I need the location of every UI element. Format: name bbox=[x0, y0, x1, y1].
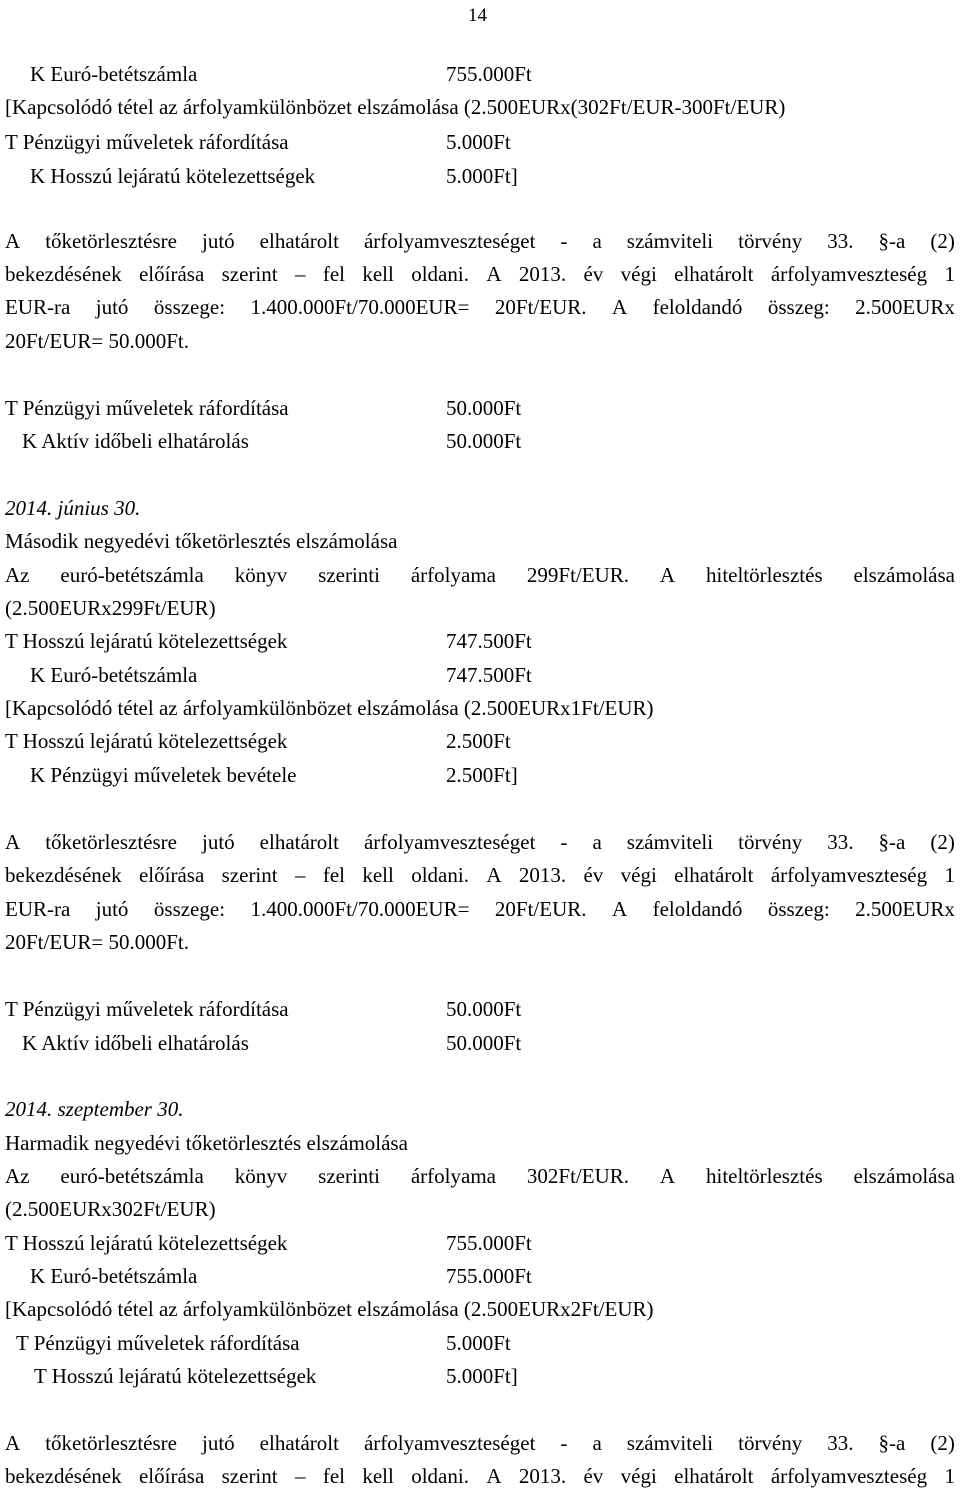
word: A bbox=[5, 229, 21, 253]
text-line: K Euró-betétszámla bbox=[30, 1264, 198, 1288]
word: a bbox=[592, 1431, 602, 1455]
word: bekezdésének bbox=[5, 1464, 122, 1488]
word: elszámolása bbox=[853, 563, 955, 587]
justified-text-line bbox=[5, 262, 955, 286]
word: bekezdésének bbox=[5, 863, 122, 887]
word: kell bbox=[362, 262, 394, 286]
justified-text-line bbox=[5, 1464, 955, 1488]
text-line: Második negyedévi tőketörlesztés elszámolása bbox=[5, 529, 398, 553]
word: feloldandó bbox=[652, 295, 743, 319]
text-line: 20Ft/EUR= 50.000Ft. bbox=[5, 329, 189, 353]
text-line: 20Ft/EUR= 50.000Ft. bbox=[5, 930, 189, 954]
word: A bbox=[659, 563, 676, 587]
word: fel bbox=[322, 262, 345, 286]
word: – bbox=[294, 262, 306, 286]
word: 33. bbox=[827, 1431, 854, 1455]
word: oldani. bbox=[411, 262, 469, 286]
word: árfolyama bbox=[410, 563, 496, 587]
text-line: 2.500Ft bbox=[446, 729, 511, 753]
word: szerint bbox=[221, 1464, 278, 1488]
word: elhatárolt bbox=[674, 262, 754, 286]
text-line: K Aktív időbeli elhatárolás bbox=[22, 429, 249, 453]
word: törvény bbox=[738, 229, 803, 253]
text-line: 5.000Ft] bbox=[446, 164, 518, 188]
word: könyv bbox=[234, 1164, 288, 1188]
word: év bbox=[583, 262, 604, 286]
word: kell bbox=[362, 863, 394, 887]
word: számviteli bbox=[626, 229, 714, 253]
word: - bbox=[560, 830, 568, 854]
word: elhatárolt bbox=[674, 1464, 754, 1488]
word: kell bbox=[362, 1464, 394, 1488]
word: – bbox=[294, 863, 306, 887]
word: 2.500EURx bbox=[855, 295, 955, 319]
text-line: K Hosszú lejáratú kötelezettségek bbox=[30, 164, 316, 188]
word: a bbox=[592, 830, 602, 854]
word: 2.500EURx bbox=[855, 897, 955, 921]
justified-text-line bbox=[5, 229, 955, 253]
text-line: [Kapcsolódó tétel az árfolyamkülönbözet elszámolása (2.500EURx1Ft/EUR) bbox=[5, 696, 654, 720]
text-line: 50.000Ft bbox=[446, 997, 522, 1021]
word: előírása bbox=[138, 262, 205, 286]
text-line: 2.500Ft] bbox=[446, 763, 518, 787]
text-line: 755.000Ft bbox=[446, 1264, 532, 1288]
text-line: K Euró-betétszámla bbox=[30, 62, 198, 86]
text-line: 747.500Ft bbox=[446, 629, 532, 653]
word: elhatárolt bbox=[674, 863, 754, 887]
justified-text-line bbox=[5, 295, 955, 319]
word: 2013. bbox=[518, 863, 567, 887]
word: elhatárolt bbox=[259, 1431, 339, 1455]
text-line: 50.000Ft bbox=[446, 1031, 522, 1055]
text-line: T Hosszú lejáratú kötelezettségek bbox=[5, 629, 288, 653]
word: bekezdésének bbox=[5, 262, 122, 286]
word: 20Ft/EUR. bbox=[494, 295, 587, 319]
justified-text-line bbox=[5, 863, 955, 887]
word: jutó bbox=[201, 1431, 235, 1455]
text-line: 50.000Ft bbox=[446, 429, 522, 453]
word: év bbox=[583, 1464, 604, 1488]
word: elhatárolt bbox=[259, 229, 339, 253]
word: – bbox=[294, 1464, 306, 1488]
word: összeg: bbox=[767, 897, 830, 921]
word: 20Ft/EUR. bbox=[494, 897, 587, 921]
word: (2) bbox=[930, 830, 955, 854]
text-line: T Pénzügyi műveletek ráfordítása bbox=[16, 1331, 300, 1355]
word: jutó bbox=[201, 229, 235, 253]
word: összege: bbox=[153, 897, 226, 921]
word: A bbox=[486, 1464, 502, 1488]
word: tőketörlesztésre bbox=[45, 229, 177, 253]
word: szerint bbox=[221, 863, 278, 887]
justified-text-line bbox=[5, 897, 955, 921]
word: 299Ft/EUR. bbox=[526, 563, 629, 587]
word: A bbox=[611, 897, 628, 921]
word: a bbox=[592, 229, 602, 253]
text-line: 747.500Ft bbox=[446, 663, 532, 687]
text-line: 5.000Ft bbox=[446, 1331, 511, 1355]
word: árfolyamveszteséget bbox=[363, 830, 536, 854]
word: A bbox=[5, 1431, 21, 1455]
word: jutó bbox=[95, 897, 129, 921]
text-line: T Hosszú lejáratú kötelezettségek bbox=[34, 1364, 317, 1388]
word: árfolyama bbox=[410, 1164, 496, 1188]
word: 33. bbox=[827, 830, 854, 854]
word: 1.400.000Ft/70.000EUR= bbox=[250, 295, 470, 319]
word: könyv bbox=[234, 563, 288, 587]
word: euró-betétszámla bbox=[60, 1164, 204, 1188]
word: euró-betétszámla bbox=[60, 563, 204, 587]
justified-text-line bbox=[5, 563, 955, 587]
word: árfolyamveszteséget bbox=[363, 229, 536, 253]
word: árfolyamveszteséget bbox=[363, 1431, 536, 1455]
word: árfolyamveszteség bbox=[770, 1464, 928, 1488]
word: Az bbox=[5, 563, 30, 587]
word: EUR-ra bbox=[5, 897, 71, 921]
word: számviteli bbox=[626, 830, 714, 854]
word: §-a bbox=[878, 229, 906, 253]
word: 1 bbox=[944, 863, 955, 887]
word: előírása bbox=[138, 863, 205, 887]
word: §-a bbox=[878, 1431, 906, 1455]
word: fel bbox=[322, 1464, 345, 1488]
word: tőketörlesztésre bbox=[45, 830, 177, 854]
word: árfolyamveszteség bbox=[770, 262, 928, 286]
text-line: K Pénzügyi műveletek bevétele bbox=[30, 763, 297, 787]
word: (2) bbox=[930, 1431, 955, 1455]
word: jutó bbox=[201, 830, 235, 854]
word: §-a bbox=[878, 830, 906, 854]
word: EUR-ra bbox=[5, 295, 71, 319]
word: év bbox=[583, 863, 604, 887]
word: 302Ft/EUR. bbox=[526, 1164, 629, 1188]
word: szerinti bbox=[318, 1164, 380, 1188]
text-line: T Pénzügyi műveletek ráfordítása bbox=[5, 130, 289, 154]
word: A bbox=[611, 295, 628, 319]
word: A bbox=[486, 262, 502, 286]
text-line: 5.000Ft] bbox=[446, 1364, 518, 1388]
text-line: T Hosszú lejáratú kötelezettségek bbox=[5, 729, 288, 753]
word: törvény bbox=[738, 830, 803, 854]
justified-text-line bbox=[5, 830, 955, 854]
word: A bbox=[5, 830, 21, 854]
word: árfolyamveszteség bbox=[770, 863, 928, 887]
justified-text-line bbox=[5, 1164, 955, 1188]
word: oldani. bbox=[411, 863, 469, 887]
text-line: (2.500EURx299Ft/EUR) bbox=[5, 596, 216, 620]
word: elhatárolt bbox=[259, 830, 339, 854]
justified-text-line bbox=[5, 1431, 955, 1455]
word: szerint bbox=[221, 262, 278, 286]
word: számviteli bbox=[626, 1431, 714, 1455]
word: jutó bbox=[95, 295, 129, 319]
word: fel bbox=[322, 863, 345, 887]
word: hiteltörlesztés bbox=[705, 1164, 823, 1188]
text-line: T Hosszú lejáratú kötelezettségek bbox=[5, 1231, 288, 1255]
text-line: [Kapcsolódó tétel az árfolyamkülönbözet elszámolása (2.500EURx(302Ft/EUR-300Ft/EUR) bbox=[5, 95, 786, 119]
text-line: 5.000Ft bbox=[446, 130, 511, 154]
text-line: 755.000Ft bbox=[446, 1231, 532, 1255]
word: törvény bbox=[738, 1431, 803, 1455]
word: 33. bbox=[827, 229, 854, 253]
word: elszámolása bbox=[853, 1164, 955, 1188]
word: tőketörlesztésre bbox=[45, 1431, 177, 1455]
text-line: 50.000Ft bbox=[446, 396, 522, 420]
word: (2) bbox=[930, 229, 955, 253]
word: szerinti bbox=[318, 563, 380, 587]
word: - bbox=[560, 229, 568, 253]
word: 1 bbox=[944, 262, 955, 286]
text-line: (2.500EURx302Ft/EUR) bbox=[5, 1197, 216, 1221]
word: 2013. bbox=[518, 1464, 567, 1488]
word: oldani. bbox=[411, 1464, 469, 1488]
word: végi bbox=[620, 863, 657, 887]
word: hiteltörlesztés bbox=[705, 563, 823, 587]
word: összeg: bbox=[767, 295, 830, 319]
text-line: K Euró-betétszámla bbox=[30, 663, 198, 687]
word: feloldandó bbox=[652, 897, 743, 921]
text-line: 2014. szeptember 30. bbox=[5, 1097, 184, 1121]
text-line: [Kapcsolódó tétel az árfolyamkülönbözet elszámolása (2.500EURx2Ft/EUR) bbox=[5, 1297, 654, 1321]
word: 2013. bbox=[518, 262, 567, 286]
word: végi bbox=[620, 262, 657, 286]
text-line: T Pénzügyi műveletek ráfordítása bbox=[5, 997, 289, 1021]
word: végi bbox=[620, 1464, 657, 1488]
text-line: K Aktív időbeli elhatárolás bbox=[22, 1031, 249, 1055]
text-line: Harmadik negyedévi tőketörlesztés elszámolása bbox=[5, 1131, 408, 1155]
text-line: T Pénzügyi műveletek ráfordítása bbox=[5, 396, 289, 420]
word: összege: bbox=[153, 295, 226, 319]
word: előírása bbox=[138, 1464, 205, 1488]
word: 1.400.000Ft/70.000EUR= bbox=[250, 897, 470, 921]
word: A bbox=[659, 1164, 676, 1188]
text-line: 2014. június 30. bbox=[5, 496, 141, 520]
word: - bbox=[560, 1431, 568, 1455]
word: Az bbox=[5, 1164, 30, 1188]
word: A bbox=[486, 863, 502, 887]
word: 1 bbox=[944, 1464, 955, 1488]
page-number: 14 bbox=[468, 5, 487, 26]
text-line: 755.000Ft bbox=[446, 62, 532, 86]
